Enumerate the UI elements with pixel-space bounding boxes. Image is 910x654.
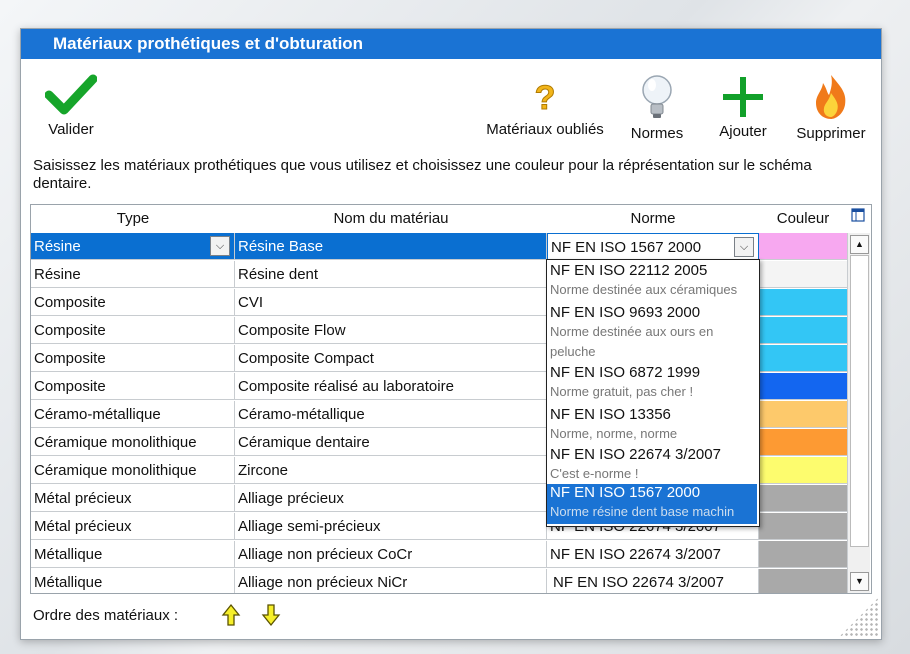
color-swatch[interactable]: [759, 261, 847, 288]
option-description: Norme destinée aux céramiques: [550, 282, 738, 297]
name-cell-text: Résine Base: [238, 238, 324, 255]
color-swatch[interactable]: [759, 289, 847, 316]
flame-icon: [811, 73, 851, 121]
option-description: Norme, norme, norme: [550, 426, 678, 441]
color-swatch[interactable]: [759, 401, 847, 428]
name-cell[interactable]: [235, 485, 547, 512]
name-cell[interactable]: [235, 541, 547, 568]
color-swatch[interactable]: [759, 485, 847, 512]
name-cell[interactable]: [235, 401, 547, 428]
move-down-arrow-icon[interactable]: [261, 603, 281, 627]
dropdown-option[interactable]: [547, 406, 757, 444]
type-cell[interactable]: [31, 233, 235, 260]
name-cell[interactable]: [235, 317, 547, 344]
type-dropdown-button[interactable]: ⌵: [210, 236, 230, 256]
option-name: NF EN ISO 13356: [550, 406, 671, 423]
standards-button[interactable]: [625, 73, 689, 142]
option-name: NF EN ISO 1567 2000: [550, 484, 701, 501]
type-cell-text: Composite: [34, 350, 106, 367]
type-cell[interactable]: [31, 485, 235, 512]
name-cell[interactable]: [235, 513, 547, 540]
name-cell-text: Céramique dentaire: [238, 434, 370, 451]
type-cell-text: Résine: [34, 238, 81, 255]
dropdown-option[interactable]: [547, 446, 757, 484]
option-name: NF EN ISO 9693 2000: [550, 304, 701, 321]
color-swatch[interactable]: [759, 457, 847, 484]
standards-label: Normes: [630, 125, 684, 142]
type-cell[interactable]: [31, 569, 235, 594]
option-name: NF EN ISO 6872 1999: [550, 364, 701, 381]
instructions-text: Saisissez les matériaux prothétiques que vous utilisez et choisissez une couleur pour la réprésentation sur le schéma dentaire.: [33, 157, 812, 192]
type-cell-text: Résine: [34, 266, 81, 283]
type-cell-text: Composite: [34, 322, 106, 339]
plus-icon: [721, 75, 765, 119]
name-cell-text: Céramo-métallique: [238, 406, 365, 423]
dropdown-option[interactable]: [547, 484, 757, 524]
norme-cell[interactable]: [547, 233, 759, 260]
dialog-title: Matériaux prothétiques et d'obturation: [21, 29, 881, 59]
name-cell-text: Composite Flow: [238, 322, 346, 339]
name-cell[interactable]: [235, 373, 547, 400]
type-cell[interactable]: [31, 261, 235, 288]
name-cell-text: Zircone: [238, 462, 289, 479]
svg-text:?: ?: [534, 79, 556, 117]
option-description: Norme destinée aux ours en peluche: [550, 324, 714, 359]
materials-dialog: [20, 28, 882, 640]
column-header-type[interactable]: Type: [116, 210, 150, 227]
norme-cell-text: NF EN ISO 22674 3/2007: [553, 574, 724, 591]
name-cell[interactable]: [235, 233, 547, 260]
add-label: Ajouter: [719, 123, 767, 140]
color-swatch[interactable]: [759, 569, 847, 594]
option-description: Norme résine dent base machin: [550, 504, 735, 519]
color-swatch[interactable]: [759, 541, 847, 568]
table-row[interactable]: [31, 569, 847, 594]
name-cell-text: Composite Compact: [238, 350, 374, 367]
lightbulb-icon: [640, 73, 674, 121]
scroll-up-arrow[interactable]: ▲: [850, 235, 869, 254]
name-cell[interactable]: [235, 457, 547, 484]
scroll-down-arrow[interactable]: ▼: [850, 572, 869, 591]
dropdown-option[interactable]: [547, 304, 757, 362]
scrollbar-thumb[interactable]: [850, 255, 869, 547]
color-swatch[interactable]: [759, 317, 847, 344]
type-cell[interactable]: [31, 401, 235, 428]
type-cell-text: Métal précieux: [34, 518, 132, 535]
name-cell-text: Alliage semi-précieux: [238, 518, 381, 535]
validate-button[interactable]: [41, 73, 101, 138]
checkmark-icon: [45, 73, 97, 117]
type-cell[interactable]: [31, 345, 235, 372]
type-cell-text: Métal précieux: [34, 490, 132, 507]
norme-cell-text: NF EN ISO 1567 2000: [551, 239, 702, 256]
column-header-color[interactable]: Couleur: [776, 210, 830, 227]
option-name: NF EN ISO 22112 2005: [550, 262, 708, 279]
add-button[interactable]: [709, 75, 777, 140]
table-row[interactable]: [31, 541, 847, 569]
option-description: C'est e-norme !: [550, 466, 639, 481]
name-cell-text: Alliage non précieux NiCr: [238, 574, 408, 591]
type-cell[interactable]: [31, 541, 235, 568]
norme-cell-text: NF EN ISO 22674 3/2007: [550, 546, 721, 563]
type-cell[interactable]: [31, 317, 235, 344]
type-cell-text: Céramique monolithique: [34, 434, 197, 451]
color-swatch[interactable]: [759, 233, 847, 260]
table-row[interactable]: [31, 233, 847, 261]
type-cell[interactable]: [31, 457, 235, 484]
delete-button[interactable]: [791, 73, 871, 142]
forgotten-materials-button[interactable]: [481, 77, 609, 138]
name-cell[interactable]: [235, 345, 547, 372]
name-cell-text: Alliage non précieux CoCr: [238, 546, 413, 563]
question-mark-icon: [530, 77, 560, 117]
type-cell-text: Composite: [34, 294, 106, 311]
type-cell[interactable]: [31, 289, 235, 316]
norme-cell[interactable]: [547, 541, 759, 568]
name-cell-text: Composite réalisé au laboratoire: [238, 378, 454, 395]
option-description: Norme gratuit, pas cher !: [550, 384, 694, 399]
type-cell-text: Céramo-métallique: [34, 406, 161, 423]
resize-grip[interactable]: [839, 597, 879, 637]
dropdown-option[interactable]: [547, 364, 757, 402]
name-cell[interactable]: [235, 261, 547, 288]
name-cell[interactable]: [235, 429, 547, 456]
option-name: NF EN ISO 22674 3/2007: [550, 446, 721, 463]
vertical-scrollbar[interactable]: [847, 233, 870, 593]
name-cell[interactable]: [235, 289, 547, 316]
name-cell-text: Résine dent: [238, 266, 319, 283]
delete-label: Supprimer: [796, 125, 866, 142]
order-label: Ordre des matériaux :: [33, 607, 179, 624]
dropdown-option[interactable]: [547, 262, 757, 300]
column-chooser-icon[interactable]: [851, 208, 865, 222]
type-cell[interactable]: [31, 373, 235, 400]
name-cell-text: Alliage précieux: [238, 490, 344, 507]
column-header-norme[interactable]: Norme: [630, 210, 676, 227]
forgotten-materials-label: Matériaux oubliés: [486, 121, 604, 138]
color-swatch[interactable]: [759, 513, 847, 540]
type-cell-text: Métallique: [34, 546, 103, 563]
column-header-name[interactable]: Nom du matériau: [333, 210, 449, 227]
name-cell-text: CVI: [238, 294, 264, 311]
color-swatch[interactable]: [759, 373, 847, 400]
color-swatch[interactable]: [759, 429, 847, 456]
name-cell[interactable]: [235, 569, 547, 594]
norme-dropdown-button[interactable]: ⌵: [734, 237, 754, 257]
type-cell[interactable]: [31, 513, 235, 540]
norme-cell[interactable]: [547, 569, 759, 594]
type-cell-text: Céramique monolithique: [34, 462, 197, 479]
norme-dropdown-list[interactable]: [546, 259, 760, 527]
type-cell-text: Composite: [34, 378, 106, 395]
type-cell-text: Métallique: [34, 574, 103, 591]
move-up-arrow-icon[interactable]: [221, 603, 241, 627]
color-swatch[interactable]: [759, 345, 847, 372]
validate-label: Valider: [48, 121, 94, 138]
type-cell[interactable]: [31, 429, 235, 456]
